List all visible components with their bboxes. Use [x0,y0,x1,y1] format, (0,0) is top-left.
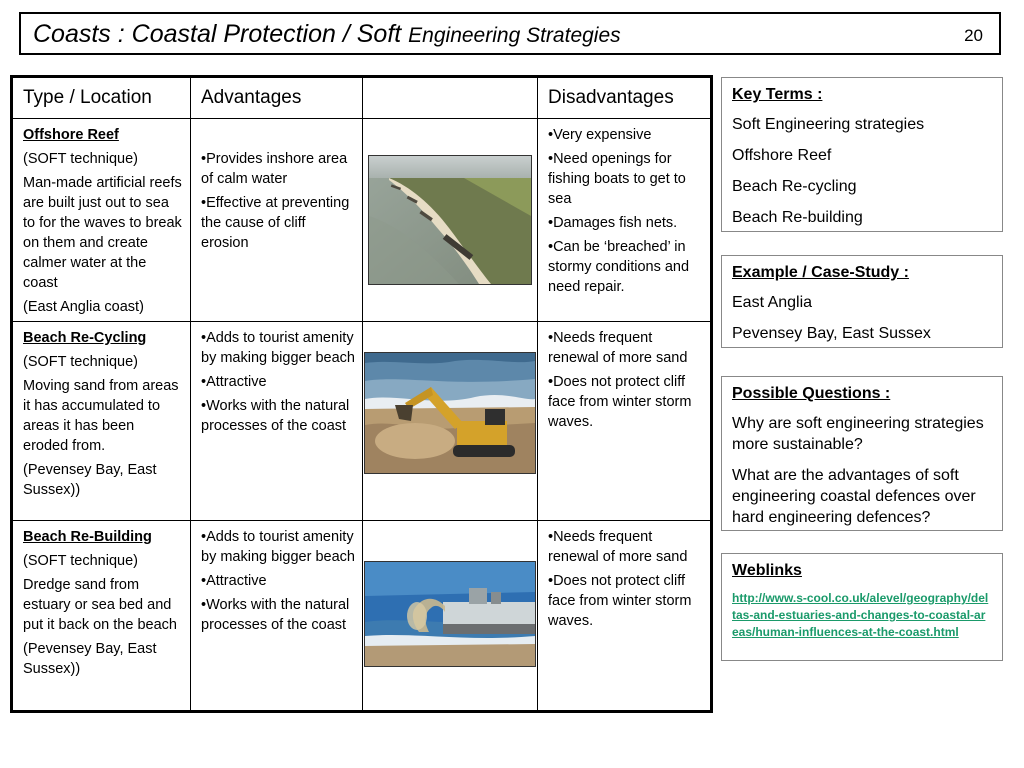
advantages-cell [191,521,363,712]
disadvantage-item: • Damages fish nets. [548,213,703,233]
advantage-item: • Works with the natural processes of the coast [201,595,355,635]
header-advantages: Advantages [191,77,363,119]
table-row [12,521,712,712]
type-cell [12,119,191,322]
table-header-row [12,77,712,119]
strategy-location: (East Anglia coast) [23,299,144,315]
advantage-item: • Works with the natural processes of the coast [201,396,355,436]
advantage-item: • Effective at preventing the cause of cliff erosion [201,193,355,253]
disadvantages-cell [538,119,712,322]
image-cell [363,521,538,712]
advantage-item: • Adds to tourist amenity by making bigger beach [201,527,355,567]
questions-heading: Possible Questions : [732,385,891,402]
advantages-cell [191,119,363,322]
advantages-cell [191,322,363,521]
strategy-technique: (SOFT technique) [23,553,138,569]
disadvantage-item: • Does not protect cliff face from winter storm waves. [548,372,703,432]
disadvantages-cell [538,521,712,712]
strategy-location: (Pevensey Bay, East Sussex)) [23,641,157,677]
strategies-table [10,75,713,713]
image-cell [363,322,538,521]
question-item: Why are soft engineering strategies more sustainable? [732,415,984,453]
excavator-photo [364,352,536,474]
disadvantages-cell [538,322,712,521]
weblink-url[interactable]: http://www.s-cool.co.uk/alevel/geography/deltas-and-estuaries-and-changes-to-coastal-areas/human-influences-at-the-coast.html [732,591,989,639]
disadvantage-item: • Needs frequent renewal of more sand [548,328,703,368]
key-terms-heading: Key Terms : [732,86,823,103]
case-study-heading: Example / Case-Study : [732,264,909,281]
case-study-item: East Anglia [732,294,813,311]
strategy-name: Beach Re-Building [23,529,152,545]
key-term-item: Beach Re-cycling [732,178,857,195]
type-cell [12,322,191,521]
key-terms-box [721,77,1003,232]
questions-box [721,376,1003,531]
header-image [363,77,538,119]
title-bar [19,12,1001,55]
strategy-description: Man-made artificial reefs are built just out to sea to for the waves to break on them and create calmer water at the coast [23,175,182,291]
offshore-reef-photo [368,155,532,285]
advantage-item: • Attractive [201,571,355,591]
type-cell [12,521,191,712]
dredger-photo [364,561,536,667]
advantage-item: • Adds to tourist amenity by making bigger beach [201,328,355,368]
disadvantage-item: • Does not protect cliff face from winter storm waves. [548,571,703,631]
weblinks-box [721,553,1003,661]
table-row [12,322,712,521]
key-term-item: Beach Re-building [732,209,863,226]
weblinks-heading: Weblinks [732,562,802,579]
strategy-technique: (SOFT technique) [23,151,138,167]
strategy-description: Moving sand from areas it has accumulated to areas it has been eroded from. [23,378,179,454]
strategy-location: (Pevensey Bay, East Sussex)) [23,462,157,498]
disadvantage-item: • Can be ‘breached’ in stormy conditions and need repair. [548,237,703,297]
header-type-location: Type / Location [12,77,191,119]
case-study-item: Pevensey Bay, East Sussex [732,325,931,342]
strategy-technique: (SOFT technique) [23,354,138,370]
advantage-item: • Provides inshore area of calm water [201,149,355,189]
key-term-item: Soft Engineering strategies [732,116,925,133]
advantage-item: • Attractive [201,372,355,392]
disadvantage-item: • Needs frequent renewal of more sand [548,527,703,567]
page-number: 20 [964,26,983,45]
key-term-item: Offshore Reef [732,147,832,164]
header-disadvantages: Disadvantages [538,77,712,119]
image-cell [363,119,538,322]
table-row [12,119,712,322]
page-title: Coasts : Coastal Protection / Soft Engineering Strategies [33,20,621,48]
disadvantage-item: • Very expensive [548,125,703,145]
strategy-description: Dredge sand from estuary or sea bed and put it back on the beach [23,577,177,633]
disadvantage-item: • Need openings for fishing boats to get to sea [548,149,703,209]
strategy-name: Beach Re-Cycling [23,330,147,346]
case-study-box [721,255,1003,348]
strategy-name: Offshore Reef [23,127,119,143]
question-item: What are the advantages of soft engineering coastal defences over hard engineering defences? [732,467,976,526]
